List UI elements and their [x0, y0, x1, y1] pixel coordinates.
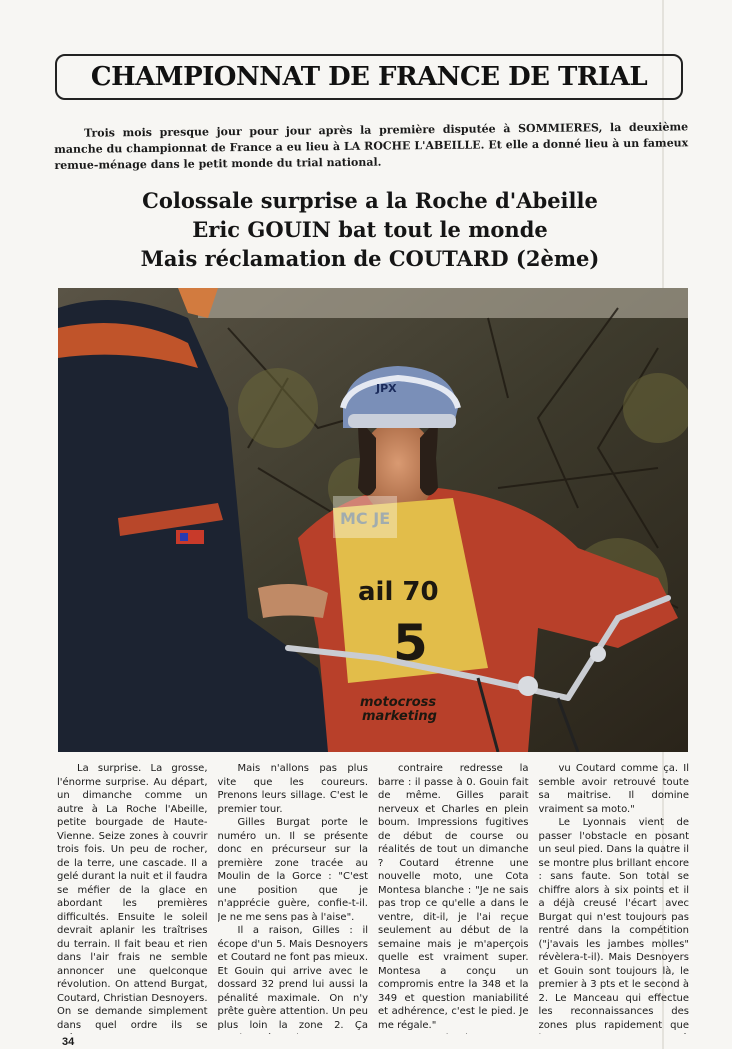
paragraph: Gilles Burgat porte le numéro un. Il se présente donc en précurseur sur la première zone tracée au Moulin de la Gorce : "C'est une position que je n'apprécie guère, confie-t-il. Je ne me sens pas à l'aise".	[217, 817, 368, 923]
paragraph: contraire redresse la barre : il passe à 0. Gouin fait de même. Gilles parait nerveux et Charles en plein boum. Impressions fugitives de début de course ou réalités de tout un dimanche ? Coutard étrenne une nouvelle moto, une Cota Montesa blanche : "Je ne sais pas trop ce qu'elle a dans le ventre, dit-il, je l'ai reçue seulement au début de la semaine mais je m'aperçois quelle est vraiment super. Montesa a conçu un compromis entre la 348 et la 349 et question maniabilité et adhérence, c'est le pied. Je me régale."	[378, 763, 529, 1031]
bib-number: 5	[393, 614, 428, 672]
paragraph: La surprise. La grosse, l'énorme surprise. Au départ, un dimanche comme un autre à La Roche l'Abeille, petite bourgade de Haute-Vienne. Seize zones à couvrir trois fois. Un peu de rocher, de la terre, une cascade. Il a gelé durant la nuit et il faudra se méfier de la glace en abordant les premières difficultés. Ensuite le soleil devrait aplanir les traîtrises du terrain. Il fait beau et rien dans l'air frais ne semble annoncer une quelconque révolution. On attend Burgat, Coutard, Christian Desnoyers. On se demande simplement dans quel ordre ils se	[57, 763, 208, 1031]
article-column-1	[57, 762, 208, 1034]
bib-text: ail 70	[358, 577, 439, 607]
helmet-label: JPX	[376, 382, 397, 395]
photo-watermark: MC JE	[340, 509, 391, 528]
headline-line-2: Eric GOUIN bat tout le monde	[192, 217, 548, 242]
intro-paragraph: Trois mois presque jour pour jour après la première disputée à SOMMIERES, la deuxième manche du championnat de France a eu lieu à LA ROCHE L'ABEILLE. Et elle a donné lieu à un fameux remue-ménage dans le petit monde du trial national.	[54, 120, 689, 172]
page-number: 34	[62, 1036, 75, 1048]
paragraph	[378, 1032, 529, 1034]
trial-rider-photo	[58, 288, 688, 752]
paragraph: Mais n'allons pas plus vite que les coureurs. Prenons leurs sillage. C'est le premier tour.	[217, 763, 368, 815]
headline-line-1: Colossale surprise a la Roche d'Abeille	[142, 188, 598, 213]
paragraph: vu Coutard comme ça. Il semble avoir retrouvé toute sa maitrise. Il domine vraiment sa moto."	[538, 763, 689, 815]
bib-sponsor-line2: marketing	[362, 709, 437, 724]
page-title: CHAMPIONNAT DE FRANCE DE TRIAL	[90, 62, 648, 92]
article-column-4	[539, 762, 690, 1034]
bib-sponsor-line1: motocross	[360, 695, 437, 710]
paragraph: Il a raison, Gilles : il écope d'un 5. Mais Desnoyers et Coutard ne font pas mieux. Et Gouin qui arrive avec le dossard 32 prend lui aussi la pénalité maximale. On n'y prête guère attention. Un peu plus loin la zone 2. Ça	[217, 925, 368, 1031]
article-column-3	[378, 762, 529, 1034]
headline-line-3: Mais réclamation de COUTARD (2ème)	[140, 246, 600, 271]
article-column-2	[218, 762, 369, 1034]
title-banner	[55, 54, 683, 100]
paragraph: Le Lyonnais vient de passer l'obstacle en posant un seul pied. Dans la quatre il se montre plus brillant encore : sans faute. Son total se chiffre alors à six points et il a déjà creusé l'écart avec Burgat qui n'est toujours pas rentré dans la compétition ("j'avais les jambes molles" révèlera-t-il). Mais Desnoyers et Gouin sont toujours là, le premier à 3 pts et le second à 2. Le Manceau qui effectue les reconnaissances des zones plus rapidement que	[538, 817, 689, 1031]
article-body	[57, 762, 689, 1034]
headline-block	[100, 186, 640, 273]
